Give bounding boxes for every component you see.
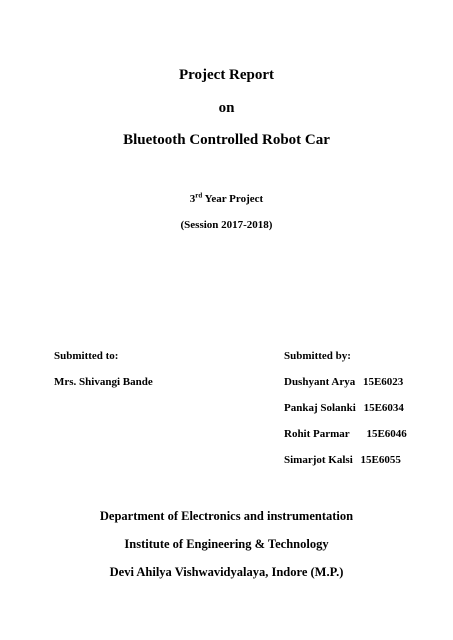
member-roll: 15E6023: [362, 376, 404, 388]
team-member: [284, 428, 407, 440]
member-roll: 15E6046: [366, 428, 407, 440]
year-text: Year Project: [202, 193, 264, 205]
supervisor-name: Mrs. Shivangi Bande: [54, 376, 153, 388]
department: Department of Electronics and instrumentation: [99, 509, 354, 523]
report-title: Project Report: [178, 67, 275, 83]
member-roll: 15E6055: [360, 454, 401, 466]
institute: Institute of Engineering & Technology: [124, 537, 329, 551]
member-roll: 15E6034: [363, 402, 404, 414]
project-year: [0, 193, 453, 205]
member-name: Simarjot Kalsi: [284, 454, 353, 466]
report-title-on: on: [218, 100, 235, 116]
team-member: [284, 376, 403, 388]
submitted-by-label: Submitted by:: [284, 350, 351, 362]
team-member: [284, 402, 404, 414]
member-name: Dushyant Arya: [284, 376, 356, 388]
member-name: Pankaj Solanki: [284, 402, 356, 414]
member-name: Rohit Parmar: [284, 428, 350, 440]
team-member: [284, 454, 401, 466]
project-title: Bluetooth Controlled Robot Car: [123, 132, 330, 148]
session: (Session 2017-2018): [180, 219, 273, 231]
year-number: 3: [189, 193, 196, 205]
year-suffix: rd: [195, 191, 203, 200]
university: Devi Ahilya Vishwavidyalaya, Indore (M.P.): [109, 565, 344, 579]
submitted-to-label: Submitted to:: [54, 350, 119, 362]
